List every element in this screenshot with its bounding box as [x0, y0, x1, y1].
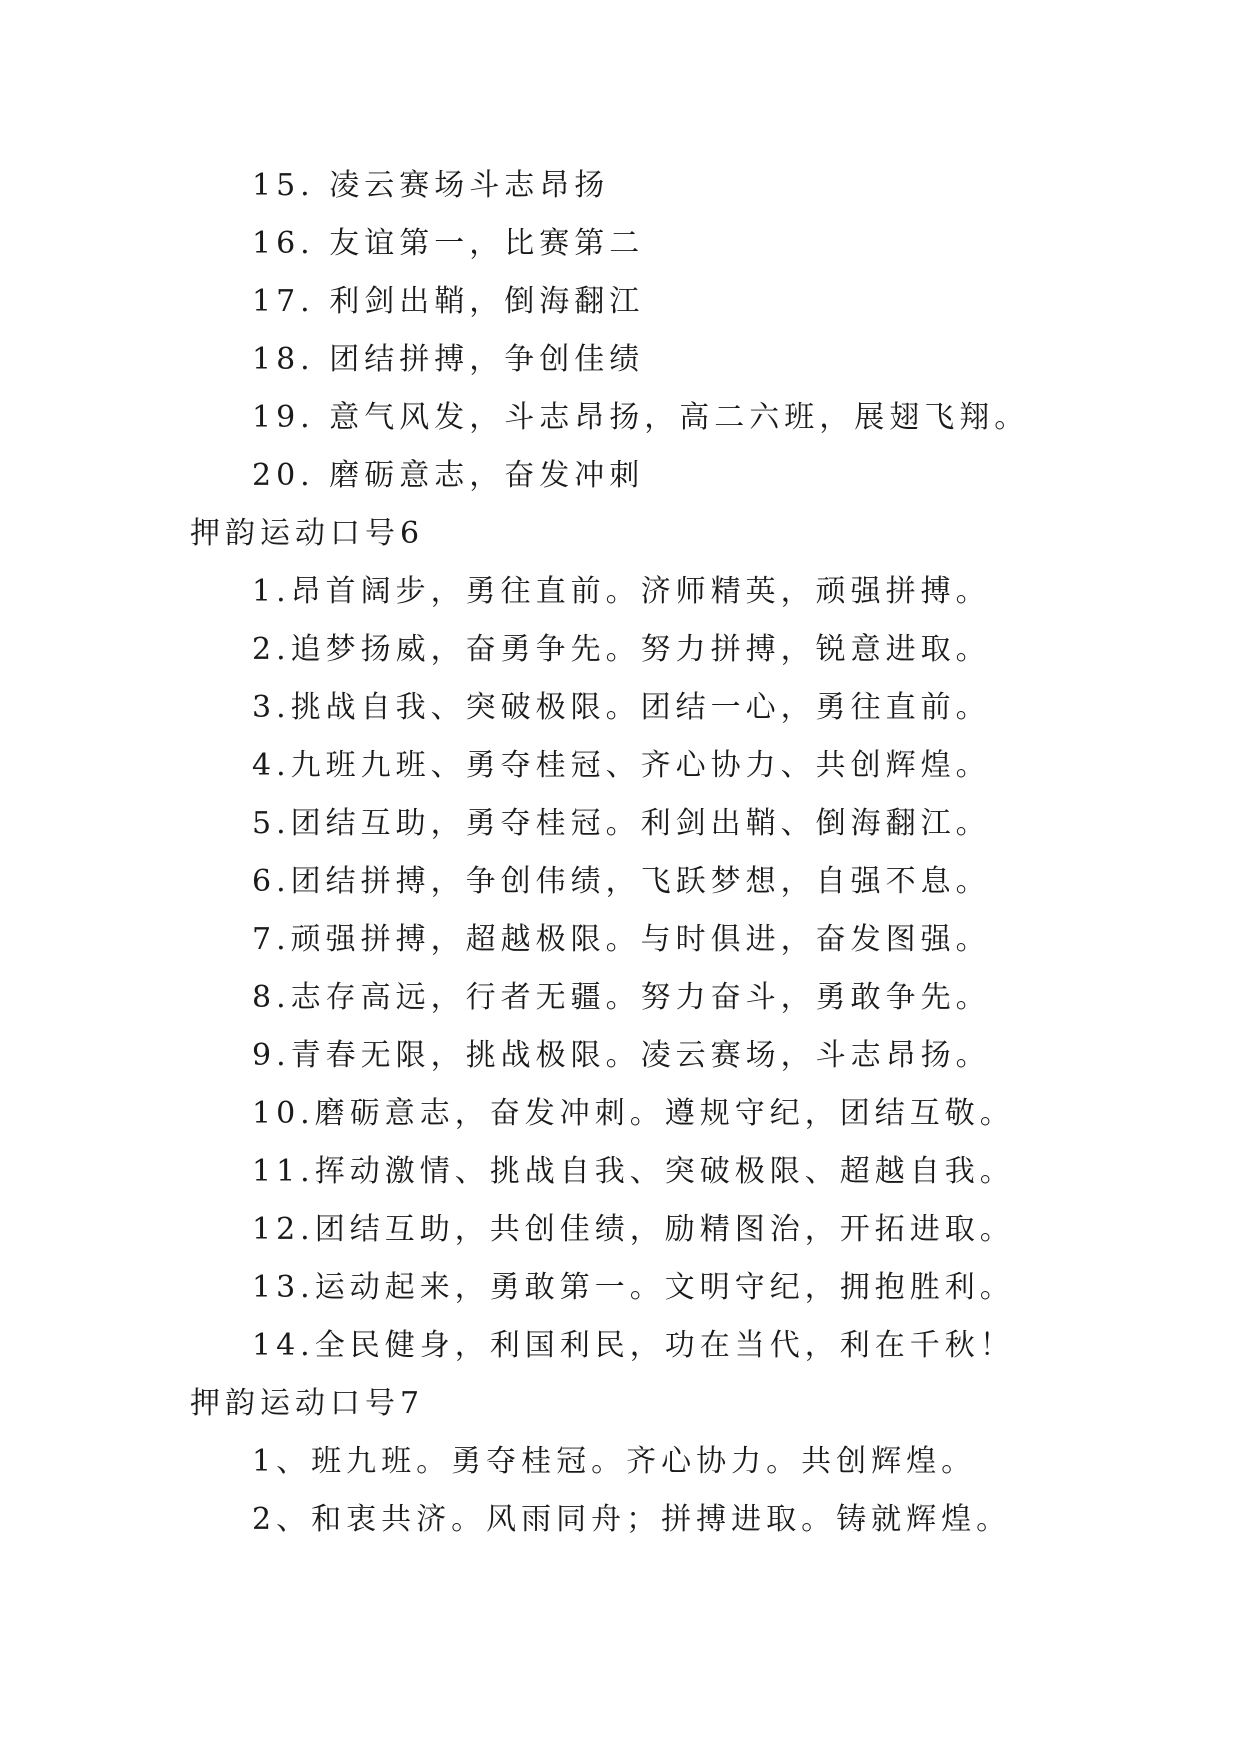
- slogan-item: 1、班九班。勇夺桂冠。齐心协力。共创辉煌。: [252, 1444, 977, 1479]
- slogan-item: 19. 意气风发，斗志昂扬，高二六班，展翅飞翔。: [252, 400, 1030, 435]
- document-content: [190, 157, 1180, 1549]
- slogan-item: 6.团结拼搏，争创伟绩，飞跃梦想，自强不息。: [252, 864, 991, 899]
- slogan-item: 13.运动起来，勇敢第一。文明守纪，拥抱胜利。: [252, 1270, 1015, 1305]
- slogan-item: 18. 团结拼搏，争创佳绩: [252, 342, 645, 377]
- slogan-item: 16. 友谊第一，比赛第二: [252, 226, 645, 261]
- slogan-item: 17. 利剑出鞘，倒海翻江: [252, 284, 645, 319]
- slogan-item: 2、和衷共济。风雨同舟；拼搏进取。铸就辉煌。: [252, 1502, 1012, 1537]
- slogan-item: 5.团结互助，勇夺桂冠。利剑出鞘、倒海翻江。: [252, 806, 991, 841]
- slogan-item: 20. 磨砺意志，奋发冲刺: [252, 458, 645, 493]
- section-heading-7: 押韵运动口号7: [190, 1386, 425, 1421]
- slogan-item: 11.挥动激情、挑战自我、突破极限、超越自我。: [252, 1154, 1015, 1189]
- slogan-item: 1.昂首阔步，勇往直前。济师精英，顽强拼搏。: [252, 574, 991, 609]
- slogan-item: 4.九班九班、勇夺桂冠、齐心协力、共创辉煌。: [252, 748, 991, 783]
- slogan-item: 7.顽强拼搏，超越极限。与时俱进，奋发图强。: [252, 922, 991, 957]
- slogan-item: 2.追梦扬威，奋勇争先。努力拼搏，锐意进取。: [252, 632, 991, 667]
- slogan-item: 3.挑战自我、突破极限。团结一心，勇往直前。: [252, 690, 991, 725]
- slogan-item: 14.全民健身，利国利民，功在当代，利在千秋！: [252, 1328, 1015, 1363]
- section-heading-6: 押韵运动口号6: [190, 516, 425, 551]
- slogan-item: 8.志存高远，行者无疆。努力奋斗，勇敢争先。: [252, 980, 991, 1015]
- slogan-item: 15. 凌云赛场斗志昂扬: [252, 168, 610, 203]
- slogan-item: 10.磨砺意志，奋发冲刺。遵规守纪，团结互敬。: [252, 1096, 1015, 1131]
- slogan-item: 9.青春无限，挑战极限。凌云赛场，斗志昂扬。: [252, 1038, 991, 1073]
- slogan-item: 12.团结互助，共创佳绩，励精图治，开拓进取。: [252, 1212, 1015, 1247]
